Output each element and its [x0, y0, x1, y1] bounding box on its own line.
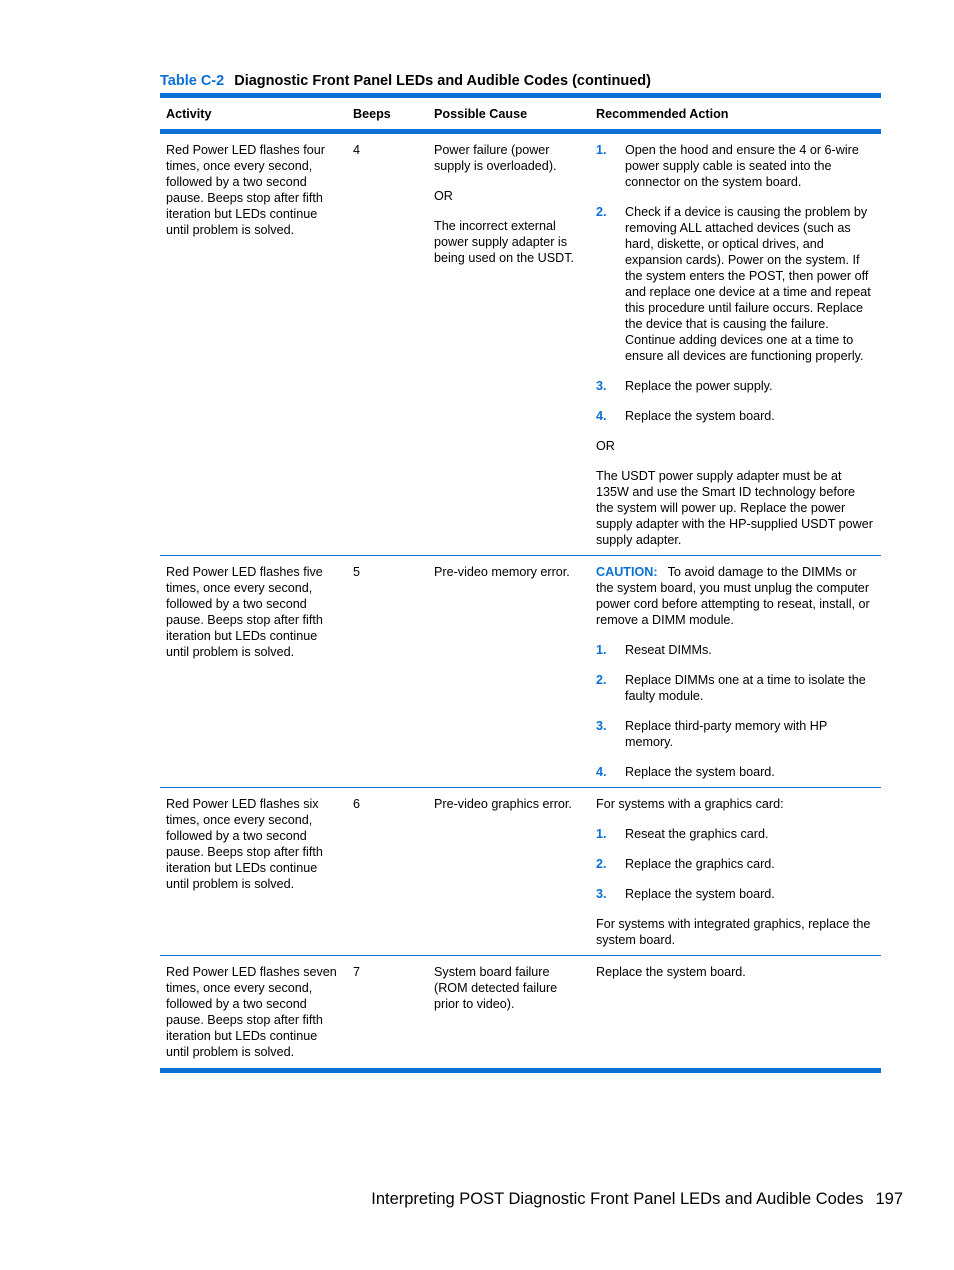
table-row — [160, 556, 881, 788]
cause-text: Power failure (power supply is overloaded). — [434, 143, 557, 173]
action-intro: For systems with a graphics card: — [596, 797, 784, 811]
step-text: Replace DIMMs one at a time to isolate the faulty module. — [625, 673, 866, 703]
step-number: 3. — [596, 379, 607, 393]
header-beeps: Beeps — [347, 96, 428, 132]
activity-cell: Red Power LED flashes six times, once every second, followed by a two second pause. Beeps stop after fifth iteration but LEDs continue until problem is solved. — [160, 788, 347, 956]
step-text: Reseat the graphics card. — [625, 827, 769, 841]
diagnostic-table — [160, 93, 881, 1073]
cause-text: The incorrect external power supply adapter is being used on the USDT. — [434, 219, 575, 265]
step-text: Replace the system board. — [625, 887, 775, 901]
action-cell — [590, 132, 881, 556]
step-text: Open the hood and ensure the 4 or 6-wire power supply cable is seated into the connector on the system board. — [625, 143, 859, 189]
caution-label: CAUTION: — [596, 565, 658, 579]
step-text: Replace third-party memory with HP memory. — [625, 719, 828, 749]
cause-cell: System board failure (ROM detected failure prior to video). — [428, 956, 590, 1071]
action-step — [596, 764, 875, 780]
step-number: 2. — [596, 673, 607, 687]
action-cell — [590, 556, 881, 788]
activity-cell: Red Power LED flashes seven times, once every second, followed by a two second pause. Beeps stop after fifth iteration but LEDs continue until problem is solved. — [160, 956, 347, 1071]
step-number: 1. — [596, 143, 607, 157]
step-text: Check if a device is causing the problem by removing ALL attached devices (such as hard, diskette, or optical drives, and expansion cards). Power on the system. If the system enters the POST, then power off and replace one device at a time and repeat this procedure until failure occurs. Replace the device that is causing the failure. Continue adding devices one at a time to ensure all devices are functioning properly. — [625, 205, 871, 363]
step-text: Replace the system board. — [625, 765, 775, 779]
action-outro: For systems with integrated graphics, replace the system board. — [596, 917, 871, 947]
action-step — [596, 672, 875, 704]
step-number: 2. — [596, 205, 607, 219]
table-row — [160, 956, 881, 1071]
beeps-cell: 6 — [347, 788, 428, 956]
header-activity: Activity — [160, 96, 347, 132]
action-or: OR — [596, 439, 615, 453]
action-step — [596, 718, 875, 750]
activity-cell: Red Power LED flashes five times, once every second, followed by a two second pause. Beeps stop after fifth iteration but LEDs continue until problem is solved. — [160, 556, 347, 788]
table-row — [160, 788, 881, 956]
action-step — [596, 378, 875, 394]
action-step — [596, 856, 875, 872]
table-header-row — [160, 96, 881, 132]
step-number: 3. — [596, 887, 607, 901]
action-step — [596, 204, 875, 364]
table-caption — [160, 73, 651, 89]
step-number: 1. — [596, 827, 607, 841]
beeps-cell: 4 — [347, 132, 428, 556]
cause-cell: Pre-video graphics error. — [428, 788, 590, 956]
action-cell — [590, 788, 881, 956]
activity-cell: Red Power LED flashes four times, once every second, followed by a two second pause. Beeps stop after fifth iteration but LEDs continue until problem is solved. — [160, 132, 347, 556]
caution-note — [596, 564, 875, 628]
step-text: Replace the system board. — [625, 409, 775, 423]
cause-cell — [428, 132, 590, 556]
action-step — [596, 642, 875, 658]
page-footer — [371, 1190, 903, 1209]
step-number: 3. — [596, 719, 607, 733]
action-cell: Replace the system board. — [590, 956, 881, 1071]
step-text: Replace the power supply. — [625, 379, 773, 393]
cause-cell: Pre-video memory error. — [428, 556, 590, 788]
step-number: 4. — [596, 765, 607, 779]
action-step — [596, 408, 875, 424]
header-possible-cause: Possible Cause — [428, 96, 590, 132]
action-step — [596, 142, 875, 190]
step-text: Reseat DIMMs. — [625, 643, 712, 657]
table-row — [160, 132, 881, 556]
step-text: Replace the graphics card. — [625, 857, 775, 871]
header-recommended-action: Recommended Action — [590, 96, 881, 132]
action-step — [596, 826, 875, 842]
action-step — [596, 886, 875, 902]
page-number: 197 — [875, 1190, 903, 1208]
beeps-cell: 7 — [347, 956, 428, 1071]
step-number: 1. — [596, 643, 607, 657]
caution-text: To avoid damage to the DIMMs or the system board, you must unplug the computer power cord before attempting to reseat, install, or remove a DIMM module. — [596, 565, 870, 627]
step-number: 4. — [596, 409, 607, 423]
step-number: 2. — [596, 857, 607, 871]
cause-or: OR — [434, 189, 453, 203]
footer-title: Interpreting POST Diagnostic Front Panel LEDs and Audible Codes — [371, 1190, 864, 1208]
table-number: Table C-2 — [160, 73, 225, 89]
beeps-cell: 5 — [347, 556, 428, 788]
table-title: Diagnostic Front Panel LEDs and Audible Codes (continued) — [234, 73, 651, 89]
action-note: The USDT power supply adapter must be at 135W and use the Smart ID technology before the system will power up. Replace the power supply adapter with the HP-supplied USDT power supply adapter. — [596, 469, 873, 547]
